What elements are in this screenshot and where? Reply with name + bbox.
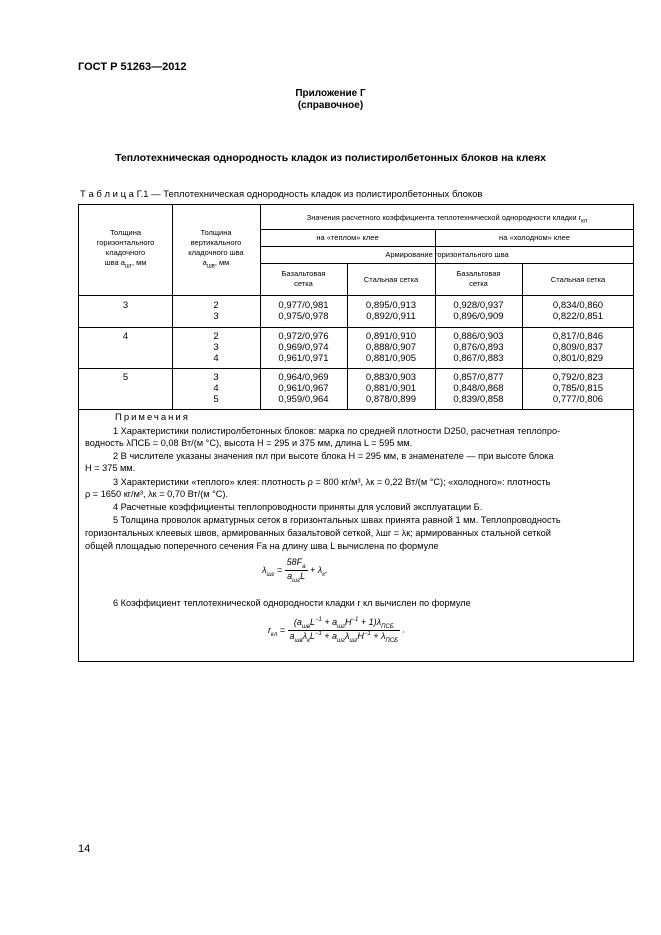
note-2-line-2: H = 375 мм.: [85, 463, 136, 473]
value: 0,975/0,978: [278, 311, 329, 322]
note-1-line-1: 1 Характеристики полистиролбетонных блоков: марка по средней плотности D250, расчетная теплопро-: [113, 426, 561, 436]
value: 4: [213, 353, 219, 364]
header-vertical-joint: [172, 228, 260, 272]
cell-steel-cold: [522, 300, 634, 322]
header-text: Толщина: [200, 228, 232, 237]
header-coefficient-group: [260, 213, 634, 227]
value: 0,848/0,868: [453, 383, 504, 394]
cell-horizontal: 5: [122, 372, 129, 383]
value: 0,878/0,899: [365, 394, 417, 405]
cell-basalt-cold: [435, 372, 522, 405]
cell-steel-warm: [347, 372, 435, 405]
value: 0,801/0,829: [552, 353, 604, 364]
value: 0,928/0,937: [453, 300, 504, 311]
value: 3: [213, 372, 219, 383]
value: 0,834/0,860: [552, 300, 604, 311]
header-text: $a_{шв}$, мм: [202, 258, 230, 270]
cell-basalt-warm: [260, 331, 347, 364]
header-cold-glue: на «холодном» клее: [499, 233, 570, 242]
value: 0,881/0,905: [365, 353, 417, 364]
cell-steel-cold: [522, 372, 634, 405]
header-basalt-warm: [260, 269, 347, 289]
value: 0,809/0,837: [552, 342, 604, 353]
value: 0,969/0,974: [278, 342, 329, 353]
value: 0,822/0,851: [552, 311, 604, 322]
cell-basalt-cold: [435, 331, 522, 364]
header-basalt-cold: [435, 269, 522, 289]
value: 5: [213, 394, 219, 405]
note-3-line-2: ρ = 1650 кг/м³, λк = 0,70 Вт/(м °С).: [85, 489, 229, 499]
formula-lambda-horizontal: $\lambda_{шг}$ = $\frac{58F_a}{a_{шг}L}$ + $\lambda_к$.: [262, 557, 328, 584]
header-steel-cold: Стальная сетка: [550, 275, 606, 284]
value: 0,839/0,858: [453, 394, 504, 405]
cell-horizontal: 3: [122, 300, 129, 311]
value: 0,817/0,846: [552, 331, 604, 342]
value: 0,972/0,976: [278, 331, 329, 342]
value: 3: [213, 342, 219, 353]
value: 0,959/0,964: [278, 394, 329, 405]
note-5-line-1: 5 Толщина проволок арматурных сеток в горизонтальных швах принята равной 1 мм. Теплопроводность: [113, 515, 561, 525]
value: 0,867/0,883: [453, 353, 504, 364]
cell-steel-warm: [347, 300, 435, 322]
cell-steel-warm: [347, 331, 435, 364]
value: 0,961/0,971: [278, 353, 329, 364]
value: 0,876/0,893: [453, 342, 504, 353]
table-caption: [80, 189, 482, 200]
value: 0,896/0,909: [453, 311, 504, 322]
cell-basalt-cold: [435, 300, 522, 322]
cell-vertical: [172, 372, 260, 405]
value: 0,892/0,911: [366, 311, 416, 322]
header-reinforcement: Армирование горизонтального шва: [385, 250, 509, 259]
cell-basalt-warm: [260, 372, 347, 405]
header-text: Значения расчетного коэффициента теплотехнической однородности кладки r: [306, 213, 582, 222]
header-text: Базальтовая: [281, 269, 326, 278]
value: 0,881/0,901: [365, 383, 417, 394]
note-2-line-1: 2 В числителе указаны значения rкл при высоте блока H = 295 мм, в знаменателе — при высоте блока: [113, 451, 554, 461]
header-text: шва $a_{шг}$, мм: [104, 258, 147, 270]
header-subscript: кл: [581, 218, 588, 225]
cell-steel-cold: [522, 331, 634, 364]
document-code: ГОСТ Р 51263—2012: [78, 61, 187, 73]
value: 3: [213, 311, 219, 322]
table-row: [79, 372, 634, 407]
header-text: вертикального: [190, 238, 242, 247]
value: 0,777/0,806: [552, 394, 604, 405]
value: 2: [213, 331, 219, 342]
note-5-line-2: горизонтальных клеевых швов, армированных базальтовой сеткой, λшг = λк; армированных стальной сеткой: [85, 528, 551, 538]
note-4: 4 Расчетные коэффициенты теплопроводности приняты для условий эксплуатации Б.: [113, 502, 483, 512]
table-caption-text: Г.1 — Теплотехническая однородность кладок из полистиролбетонных блоков: [136, 189, 483, 200]
cell-horizontal: 4: [122, 331, 129, 342]
annex-type: (справочное): [297, 100, 364, 111]
note-6: 6 Коэффициент теплотехнической однородности кладки r кл вычислен по формуле: [113, 598, 471, 608]
note-5-line-3: общей площадью поперечного сечения Fa на длину шва L вычислена по формуле: [85, 541, 439, 551]
header-text: сетка: [469, 279, 488, 288]
value: 2: [213, 300, 219, 311]
header-warm-glue: на «теплом» клее: [316, 233, 379, 242]
header-text: сетка: [294, 279, 313, 288]
table-row: [79, 300, 634, 324]
notes-frame: [78, 408, 634, 662]
value: 0,857/0,877: [453, 372, 504, 383]
annex-title: Приложение Г: [295, 88, 366, 99]
header-steel-warm: Стальная сетка: [363, 275, 419, 284]
table-caption-prefix: Т а б л и ц а: [80, 189, 134, 200]
value: 0,961/0,967: [278, 383, 329, 394]
cell-vertical: [172, 331, 260, 364]
note-1-line-2: водность λПСБ = 0,08 Вт/(м °С), высота H = 295 и 375 мм, длина L = 595 мм.: [85, 438, 413, 448]
value: 4: [213, 383, 219, 394]
header-text: Толщина: [109, 228, 142, 237]
header-text: горизонтального: [96, 238, 155, 247]
annex-heading: [0, 88, 661, 112]
header-text: Базальтовая: [456, 269, 501, 278]
annex-main-title: Теплотехническая однородность кладок из полистиролбетонных блоков на клеях: [115, 152, 546, 164]
value: 0,895/0,913: [365, 300, 417, 311]
value: 0,886/0,903: [453, 331, 504, 342]
table-row: [79, 331, 634, 366]
value: 0,891/0,910: [365, 331, 417, 342]
page-number: 14: [78, 843, 91, 855]
note-3-line-1: 3 Характеристики «теплого» клея: плотность ρ = 800 кг/м³, λк = 0,22 Вт/(м °С); «холодного»: плотность: [113, 477, 551, 487]
cell-basalt-warm: [260, 300, 347, 322]
value: 0,785/0,815: [552, 383, 604, 394]
header-horizontal-joint: [79, 228, 172, 272]
value: 0,964/0,969: [278, 372, 329, 383]
header-text: кладочного: [105, 248, 146, 257]
cell-vertical: [172, 300, 260, 322]
header-text: кладочного шва: [188, 248, 244, 257]
value: 0,792/0,823: [552, 372, 604, 383]
value: 0,977/0,981: [278, 300, 329, 311]
value: 0,883/0,903: [365, 372, 417, 383]
formula-r-kl: $r_{кл}$ = $\frac{(a_{шв}L^{-1} + a_{шг}H^{-1} + 1)\lambda_{ПСБ}}{a_{шв}\lambda_кL^{-1} + a_{шг}\lambda_{шг}H^{-1} + \lambda_{ПСБ}}$ .: [268, 617, 406, 644]
notes-heading: Примечания: [115, 412, 190, 423]
value: 0,888/0,907: [365, 342, 417, 353]
